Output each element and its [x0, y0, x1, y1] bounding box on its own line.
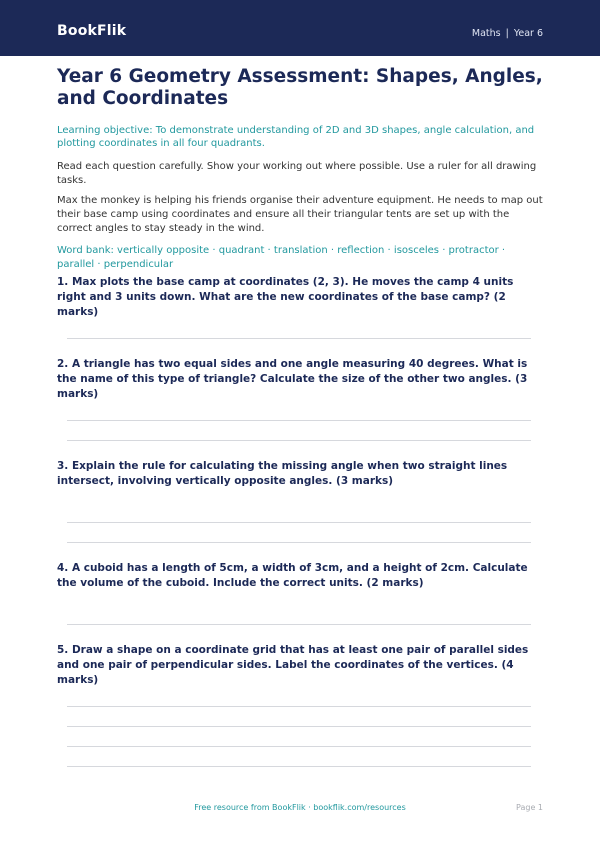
learning-objective: Learning objective: To demonstrate understanding of 2D and 3D shapes, angle calculation, and plotting coordinates in all four quadrants.	[57, 125, 535, 149]
answer-line[interactable]	[67, 746, 531, 747]
intro-section	[57, 66, 543, 282]
footer-link[interactable]: Free resource from BookFlik · bookflik.com/resources	[194, 803, 406, 812]
question-4: 4. A cuboid has a length of 5cm, a width of 3cm, and a height of 2cm. Calculate the volume of the cuboid. Include the correct units. (2 marks)	[57, 562, 528, 589]
answer-line[interactable]	[67, 766, 531, 767]
separator: |	[505, 28, 509, 39]
question-5: 5. Draw a shape on a coordinate grid that has at least one pair of parallel sides and one pair of perpendicular sides. Label the coordinates of the vertices. (4 marks)	[57, 644, 529, 686]
year-label: Year 6	[513, 28, 543, 39]
answer-line[interactable]	[67, 706, 531, 707]
answer-line[interactable]	[67, 440, 531, 441]
question-3: 3. Explain the rule for calculating the missing angle when two straight lines intersect, involving vertically opposite angles. (3 marks)	[57, 460, 508, 487]
instructions: Read each question carefully. Show your working out where possible. Use a ruler for all drawing tasks.	[57, 161, 537, 186]
brand-logo: BookFlik	[57, 23, 127, 39]
word-bank: Word bank: vertically opposite · quadrant · translation · reflection · isosceles · protractor · parallel · perpendicular	[57, 245, 506, 270]
answer-line[interactable]	[67, 726, 531, 727]
question-1: 1. Max plots the base camp at coordinates (2, 3). He moves the camp 4 units right and 3 units down. What are the new coordinates of the base camp? (2 marks)	[57, 276, 514, 318]
page-header	[0, 0, 600, 56]
page-title: Year 6 Geometry Assessment: Shapes, Angles, and Coordinates	[57, 66, 543, 109]
answer-line[interactable]	[67, 624, 531, 625]
context-paragraph: Max the monkey is helping his friends organise their adventure equipment. He needs to map out their base camp using coordinates and ensure all their triangular tents are set up with the correct angles to stay steady in the wind.	[57, 195, 543, 234]
answer-line[interactable]	[67, 420, 531, 421]
answer-line[interactable]	[67, 522, 531, 523]
question-2: 2. A triangle has two equal sides and one angle measuring 40 degrees. What is the name of this type of triangle? Calculate the size of the other two angles. (3 marks)	[57, 358, 528, 400]
answer-line[interactable]	[67, 338, 531, 339]
answer-line[interactable]	[67, 542, 531, 543]
subject-year	[472, 28, 543, 39]
subject-label: Maths	[471, 28, 501, 39]
page-number: Page 1	[516, 803, 543, 812]
